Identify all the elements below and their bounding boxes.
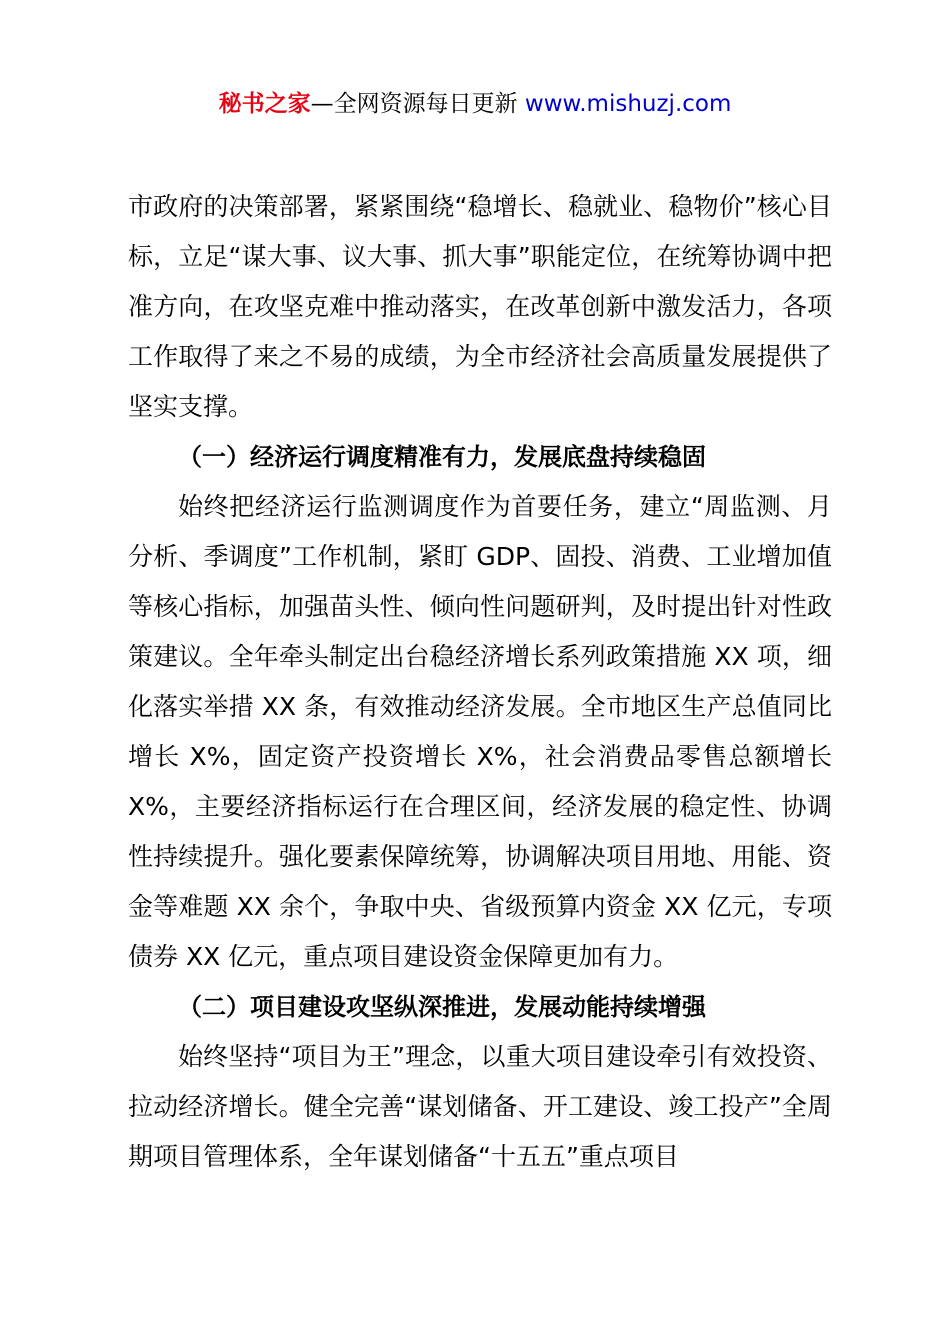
website-link[interactable]: www.mishuzj.com — [524, 91, 732, 117]
section-heading-2: （二）项目建设攻坚纵深推进，发展动能持续增强 — [178, 993, 706, 1021]
paragraph-economy: 始终把经济运行监测调度作为首要任务，建立“周监测、月分析、季调度”工作机制，紧盯 GDP、固投、消费、工业增加值等核心指标，加强苗头性、倾向性问题研判，及时提出针对性政策建议。全年牵头制定出台稳经济增长系列政策措施 XX 项，细化落实举措 XX 条，有效推动经济发展。全市地区生产总值同比增长 X%，固定资产投资增长 X%，社会消费品零售总额增长 X%，主要经济指标运行在合理区间，经济发展的稳定性、协调性持续提升。强化要素保障统筹，协调解决项目用地、用能、资金等难题 XX 余个，争取中央、省级预算内资金 XX 亿元，专项债券 XX 亿元，重点项目建设资金保障更加有力。 — [128, 492, 832, 971]
paragraph-intro: 市政府的决策部署，紧紧围绕“稳增长、稳就业、稳物价”核心目标，立足“谋大事、议大事、抓大事”职能定位，在统筹协调中把准方向，在攻坚克难中推动落实，在改革创新中激发活力，各项工作取得了来之不易的成绩，为全市经济社会高质量发展提供了坚实支撑。 — [128, 192, 832, 421]
paragraph-projects: 始终坚持“项目为王”理念，以重大项目建设牵引有效投资、拉动经济增长。健全完善“谋划储备、开工建设、竣工投产”全周期项目管理体系，全年谋划储备“十五五”重点项目 — [128, 1042, 832, 1171]
document-body — [128, 182, 832, 1182]
section-heading-1: （一）经济运行调度精准有力，发展底盘持续稳固 — [178, 443, 706, 471]
page-header — [0, 86, 950, 122]
brand-name: 秘书之家 — [218, 91, 311, 117]
header-tagline: —全网资源每日更新 — [310, 91, 525, 117]
